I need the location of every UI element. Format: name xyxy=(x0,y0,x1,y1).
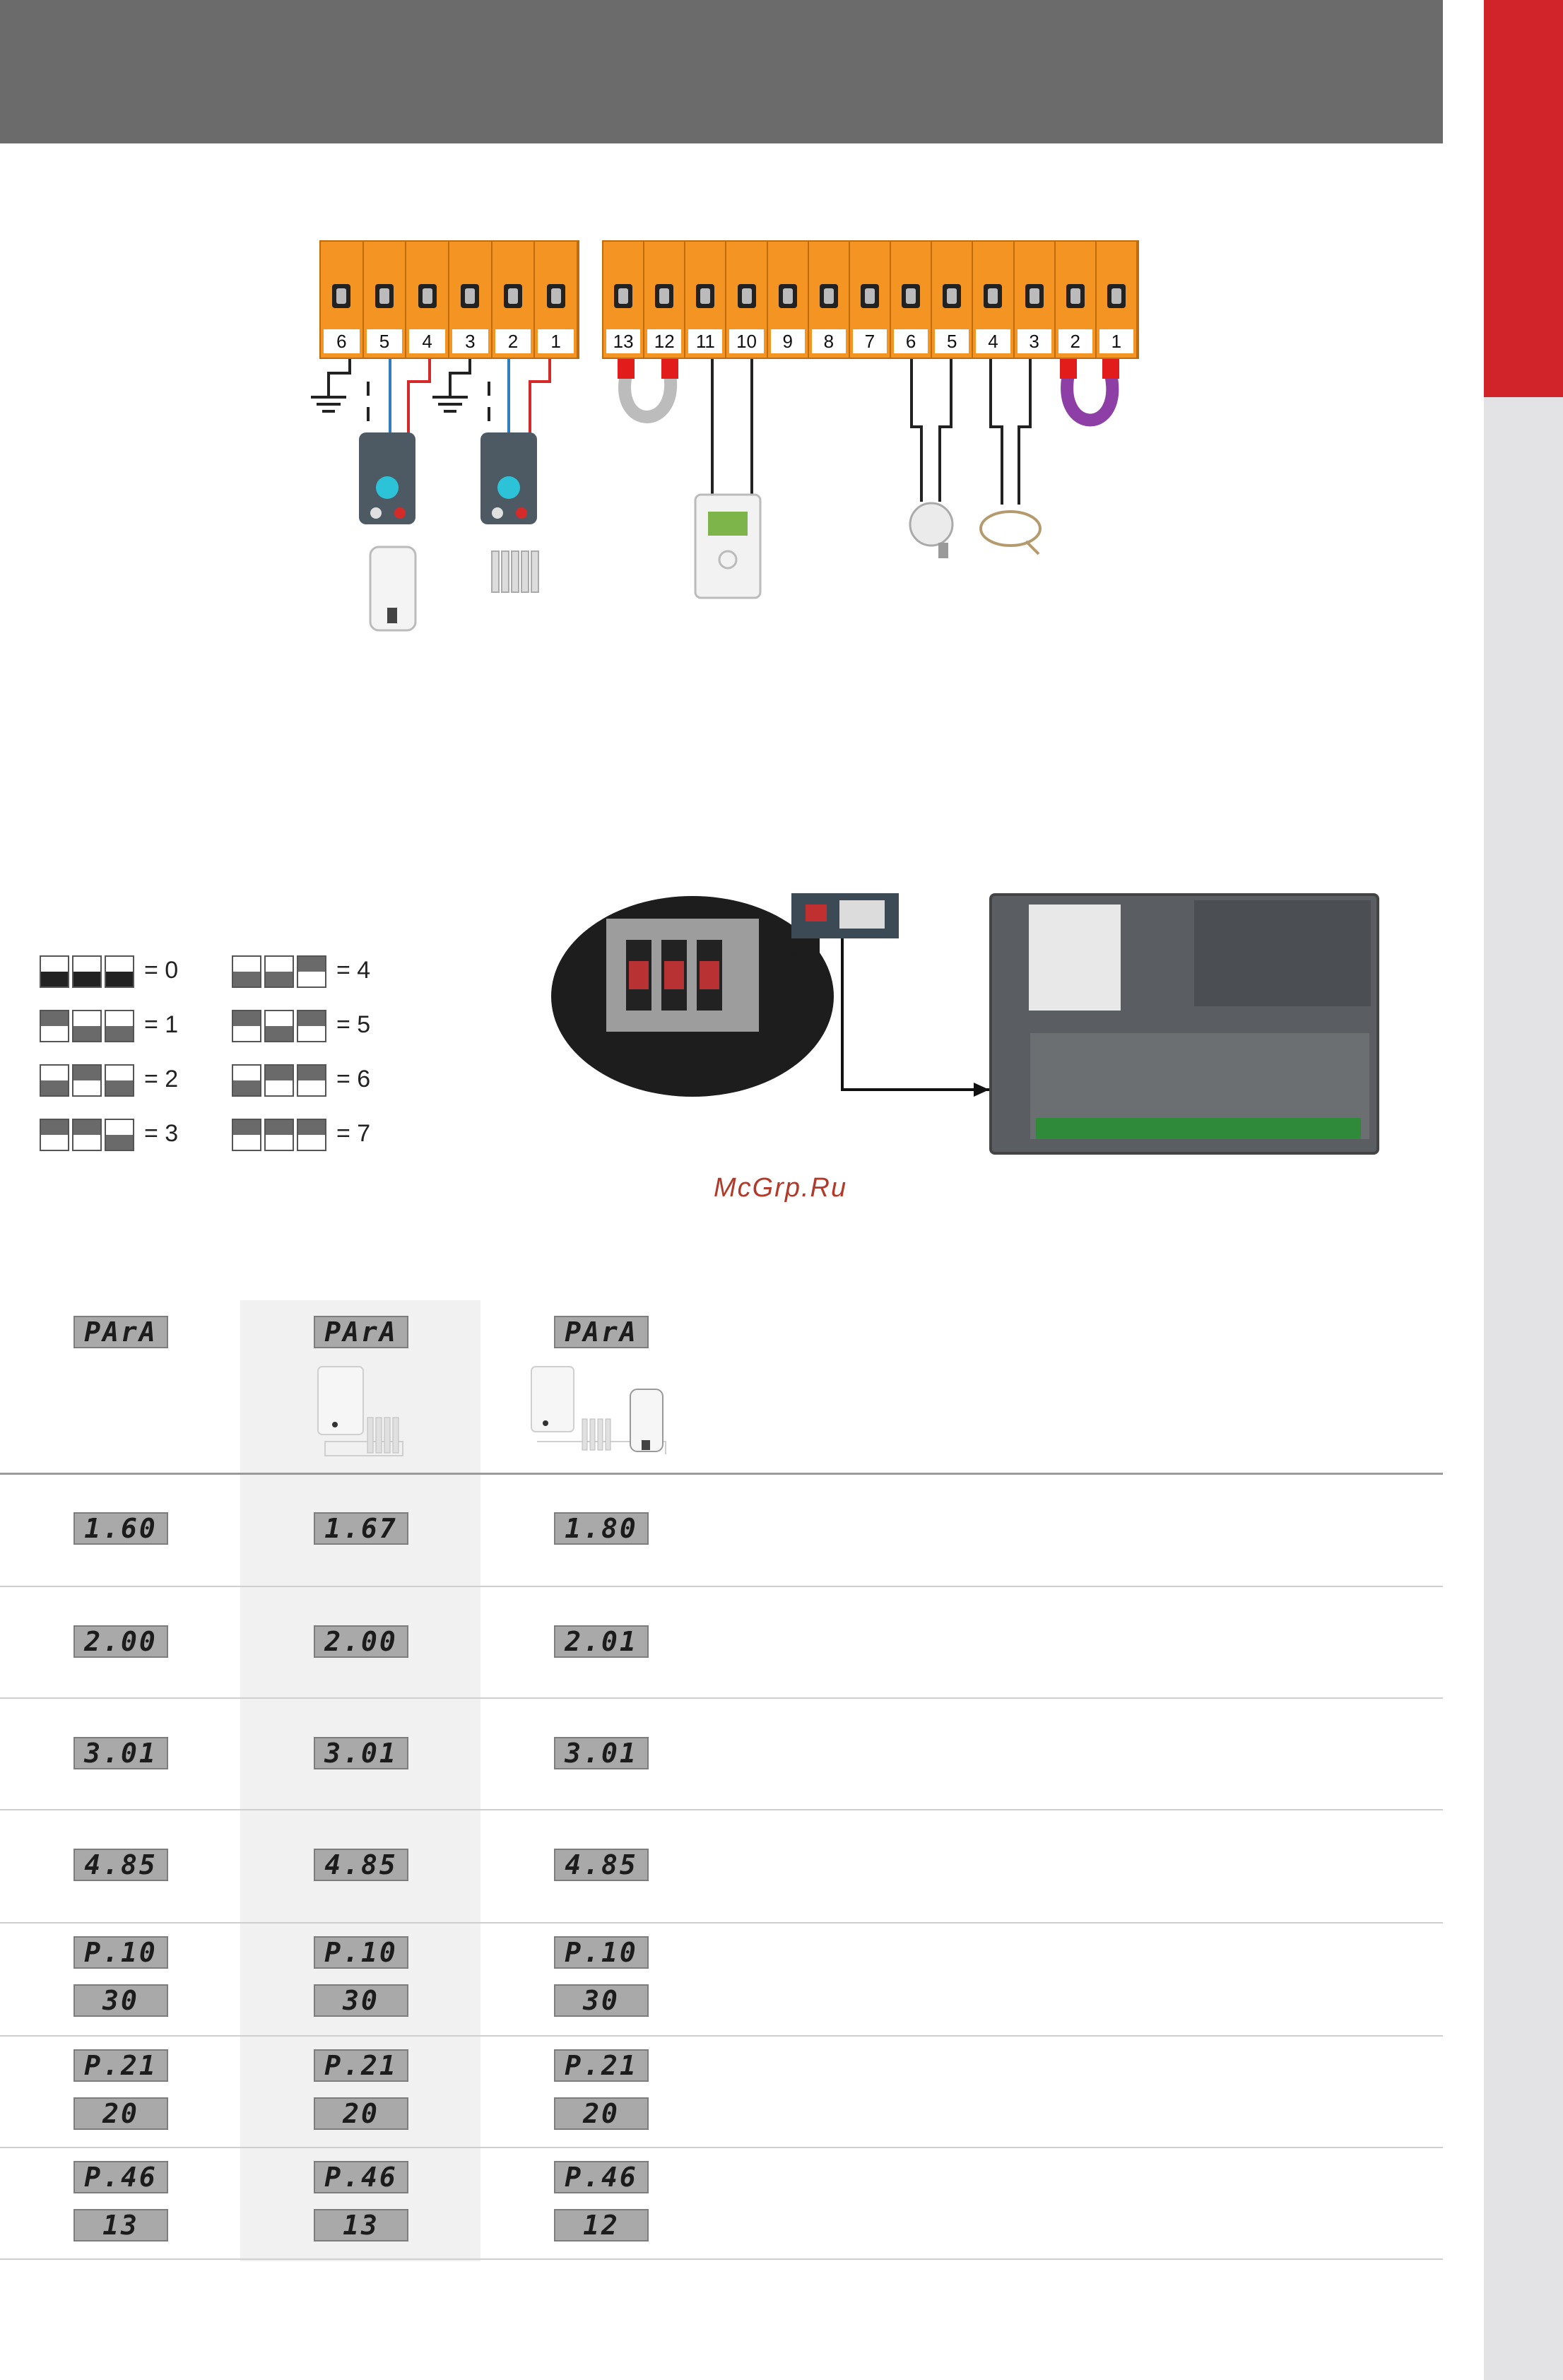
dip-switch-up xyxy=(297,1064,326,1097)
pump-unit-2 xyxy=(480,432,537,524)
dip-switch-down xyxy=(40,1064,69,1097)
parameter-display: 30 xyxy=(554,1984,649,2017)
parameter-display: P.10 xyxy=(314,1936,408,1969)
terminal-number: 7 xyxy=(853,329,887,353)
red-connector-1 xyxy=(1102,359,1119,379)
dip-switch-up xyxy=(72,1119,102,1151)
parameter-display: 2.00 xyxy=(73,1625,168,1658)
dip-value-label: = 7 xyxy=(336,1120,371,1147)
ground-symbol-2 xyxy=(432,397,468,411)
wire-red-2 xyxy=(530,359,550,438)
parameter-display: 30 xyxy=(73,1984,168,2017)
ground-symbol-1 xyxy=(311,397,346,411)
terminal-number: 6 xyxy=(324,329,360,353)
dip-switch-up xyxy=(297,955,326,988)
dip-value-label: = 1 xyxy=(144,1011,179,1038)
wire-4 xyxy=(991,359,1002,505)
terminal-number: 5 xyxy=(935,329,969,353)
wire-3 xyxy=(1019,359,1030,505)
dip-switch-up xyxy=(40,1010,69,1042)
dip-switch-down xyxy=(232,1064,261,1097)
dip-value-label: = 0 xyxy=(144,957,179,984)
table-row-divider xyxy=(0,1922,1443,1924)
dip-switch-down xyxy=(105,955,134,988)
dip-value-label: = 2 xyxy=(144,1066,179,1092)
dip-switch-up xyxy=(264,1064,294,1097)
parameter-display: 1.67 xyxy=(314,1512,408,1545)
terminal-number: 12 xyxy=(647,329,681,353)
dip-value-label: = 4 xyxy=(336,957,371,984)
ground-wire-2 xyxy=(450,359,470,396)
dip-switch-up xyxy=(297,1119,326,1151)
parameter-display: 4.85 xyxy=(554,1849,649,1881)
terminal-number: 3 xyxy=(1018,329,1051,353)
table-row-divider xyxy=(0,2035,1443,2037)
terminal-number: 4 xyxy=(409,329,445,353)
terminal-number: 2 xyxy=(1058,329,1092,353)
watermark: McGrp.Ru xyxy=(714,1173,848,1203)
terminal-number: 1 xyxy=(538,329,574,353)
terminal-number: 1 xyxy=(1099,329,1133,353)
terminal-number: 8 xyxy=(812,329,846,353)
red-connector-12 xyxy=(661,359,678,379)
dip-switch-up xyxy=(232,1119,261,1151)
parameter-display: 20 xyxy=(314,2097,408,2130)
dip-switch-down xyxy=(72,955,102,988)
bridge-2-1 xyxy=(1067,375,1112,420)
dip-value-label: = 5 xyxy=(336,1011,371,1038)
terminal-number: 4 xyxy=(976,329,1010,353)
parameter-display: P.46 xyxy=(73,2161,168,2193)
table-row-divider xyxy=(0,1473,1443,1475)
table-row-divider xyxy=(0,2147,1443,2148)
parameter-display: P.46 xyxy=(314,2161,408,2193)
parameter-display: 3.01 xyxy=(554,1737,649,1769)
parameter-display: 3.01 xyxy=(314,1737,408,1769)
parameter-display: 4.85 xyxy=(73,1849,168,1881)
terminal-number: 2 xyxy=(495,329,531,353)
parameter-display: P.10 xyxy=(554,1936,649,1969)
parameter-display: P.21 xyxy=(73,2049,168,2082)
terminal-number: 13 xyxy=(606,329,640,353)
dip-switch-down xyxy=(264,955,294,988)
terminal-number: 5 xyxy=(367,329,403,353)
dip-switch-down xyxy=(264,1010,294,1042)
parameter-display: 4.85 xyxy=(314,1849,408,1881)
parameter-display: 20 xyxy=(554,2097,649,2130)
column-header-display: PArA xyxy=(554,1316,649,1348)
terminal-number: 11 xyxy=(688,329,722,353)
dip-switch-up xyxy=(232,1010,261,1042)
ground-wire-1 xyxy=(329,359,350,396)
dip-value-label: = 6 xyxy=(336,1066,371,1092)
outdoor-sensor xyxy=(910,503,952,558)
wire-5 xyxy=(940,359,951,502)
red-connector-13 xyxy=(618,359,635,379)
wire-6 xyxy=(912,359,921,502)
side-margin xyxy=(1484,397,1563,2380)
boiler-radiator-tank-icon xyxy=(527,1364,683,1463)
hot-water-tank xyxy=(370,547,415,630)
temperature-probe xyxy=(981,512,1040,554)
wiring-svg xyxy=(0,0,1443,664)
dip-switch-up xyxy=(40,1119,69,1151)
parameter-display: 1.80 xyxy=(554,1512,649,1545)
side-tab-accent xyxy=(1484,0,1563,397)
parameter-display: P.21 xyxy=(554,2049,649,2082)
terminal-number: 6 xyxy=(894,329,928,353)
table-row-divider xyxy=(0,1697,1443,1699)
dip-switch-down xyxy=(232,955,261,988)
wire-red-1 xyxy=(408,359,430,438)
radiator xyxy=(492,551,538,592)
parameter-display: 30 xyxy=(314,1984,408,2017)
table-row-divider xyxy=(0,1809,1443,1810)
room-controller xyxy=(695,495,760,598)
dip-switch-down xyxy=(105,1119,134,1151)
column-header-display: PArA xyxy=(73,1316,168,1348)
dip-switch-down xyxy=(72,1010,102,1042)
parameter-display: P.10 xyxy=(73,1936,168,1969)
red-connector-2 xyxy=(1060,359,1077,379)
parameter-display: 13 xyxy=(314,2209,408,2241)
parameter-display: 2.01 xyxy=(554,1625,649,1658)
parameter-display: 1.60 xyxy=(73,1512,168,1545)
bridge-13-12 xyxy=(625,375,671,417)
table-row-divider xyxy=(0,1586,1443,1587)
dip-switch-up xyxy=(72,1064,102,1097)
control-board-illustration xyxy=(523,876,1392,1159)
parameter-display: P.21 xyxy=(314,2049,408,2082)
terminal-number: 10 xyxy=(729,329,763,353)
boiler-radiator-icon xyxy=(311,1364,410,1463)
table-end-divider xyxy=(0,2258,1443,2260)
parameter-display: 2.00 xyxy=(314,1625,408,1658)
dip-switch-down xyxy=(105,1010,134,1042)
terminal-number: 3 xyxy=(452,329,488,353)
parameter-display: P.46 xyxy=(554,2161,649,2193)
dip-switch-up xyxy=(297,1010,326,1042)
dip-switch-up xyxy=(264,1119,294,1151)
parameter-display: 12 xyxy=(554,2209,649,2241)
column-header-display: PArA xyxy=(314,1316,408,1348)
dip-switch-down xyxy=(105,1064,134,1097)
dip-switch-down xyxy=(40,955,69,988)
terminal-number: 9 xyxy=(771,329,805,353)
parameter-display: 3.01 xyxy=(73,1737,168,1769)
dip-value-label: = 3 xyxy=(144,1120,179,1147)
parameter-display: 13 xyxy=(73,2209,168,2241)
pump-unit-1 xyxy=(359,432,415,524)
parameter-display: 20 xyxy=(73,2097,168,2130)
